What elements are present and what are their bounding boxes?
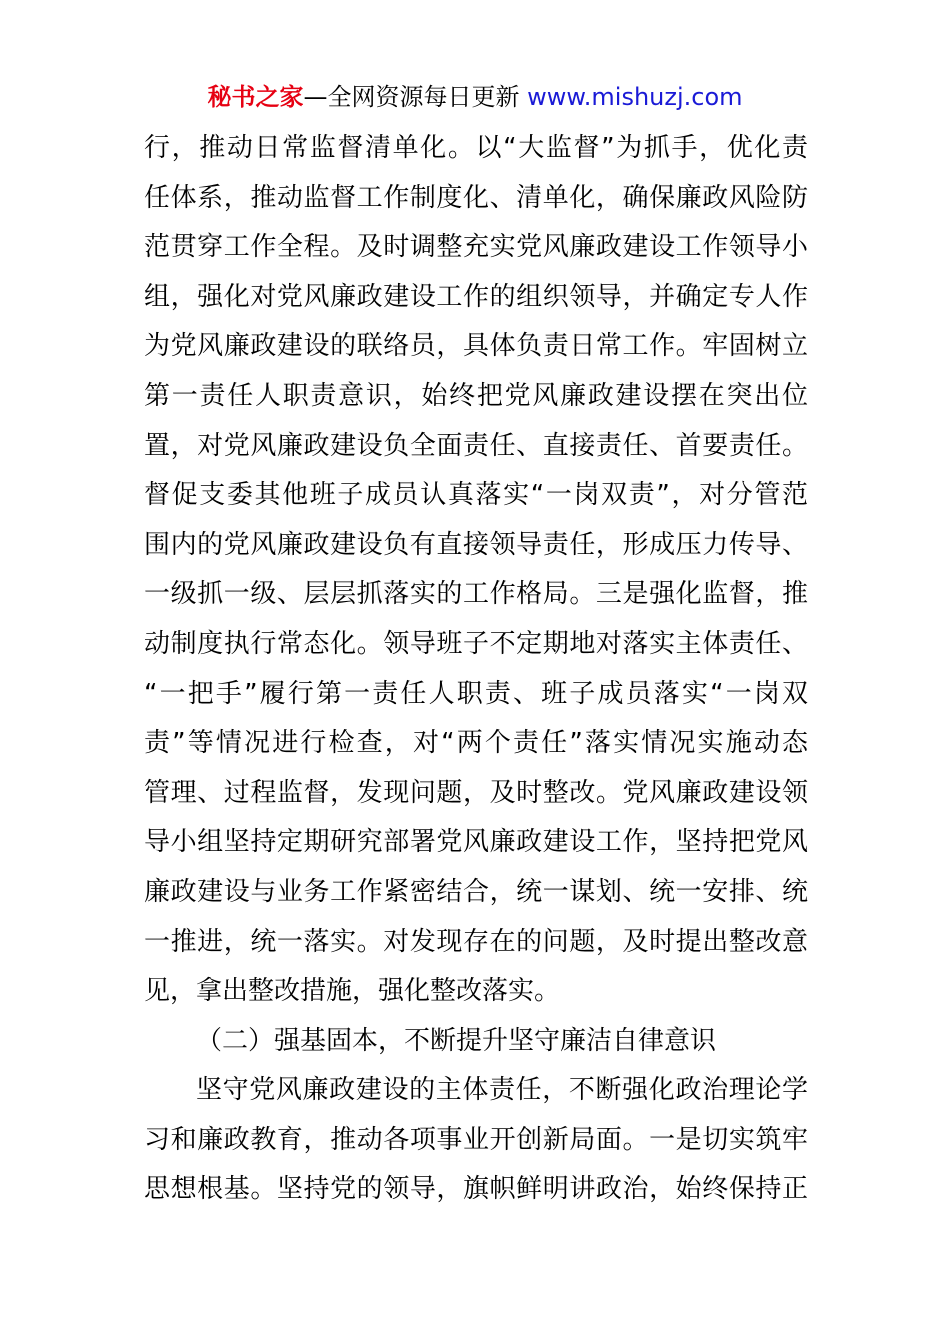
body-line: 习和廉政教育，推动各项事业开创新局面。一是切实筑牢 [144,1124,808,1155]
section-heading: （二）强基固本，不断提升坚守廉洁自律意识 [196,1025,717,1056]
body-line: 管理、过程监督，发现问题，及时整改。党风廉政建设领 [144,777,808,808]
body-line: 一推进，统一落实。对发现存在的问题，及时提出整改意 [144,926,808,957]
site-url[interactable]: www.mishuzj.com [527,83,743,111]
body-line: 行，推动日常监督清单化。以“大监督”为抓手，优化责 [144,133,808,163]
body-line: 见，拿出整改措施，强化整改落实。 [144,976,561,1007]
body-line: 廉政建设与业务工作紧密结合，统一谋划、统一安排、统 [144,876,808,907]
body-line: “一把手”履行第一责任人职责、班子成员落实“一岗双 [144,678,808,709]
body-line: 坚守党风廉政建设的主体责任，不断强化政治理论学 [196,1075,808,1106]
body-line: 一级抓一级、层层抓落实的工作格局。三是强化监督，推 [144,579,808,610]
body-line: 动制度执行常态化。领导班子不定期地对落实主体责任、 [144,628,808,659]
body-line: 范贯穿工作全程。及时调整充实党风廉政建设工作领导小 [144,232,808,263]
body-line: 导小组坚持定期研究部署党风廉政建设工作，坚持把党风 [144,827,808,858]
body-line: 任体系，推动监督工作制度化、清单化，确保廉政风险防 [144,182,808,213]
site-brand: 秘书之家 [207,83,304,111]
body-line: 置，对党风廉政建设负全面责任、直接责任、首要责任。 [144,430,808,461]
site-tagline: —全网资源每日更新 [303,83,520,111]
body-line: 督促支委其他班子成员认真落实“一岗双责”，对分管范 [144,480,808,511]
body-line: 责”等情况进行检查，对“两个责任”落实情况实施动态 [144,728,808,759]
body-line: 第一责任人职责意识，始终把党风廉政建设摆在突出位 [144,380,808,411]
body-line: 组，强化对党风廉政建设工作的组织领导，并确定专人作 [144,281,808,312]
body-line: 围内的党风廉政建设负有直接领导责任，形成压力传导、 [144,529,808,560]
document-body [144,124,808,1215]
site-header [0,80,950,114]
body-line: 为党风廉政建设的联络员，具体负责日常工作。牢固树立 [144,331,808,362]
body-line: 思想根基。坚持党的领导，旗帜鲜明讲政治，始终保持正 [144,1174,808,1205]
